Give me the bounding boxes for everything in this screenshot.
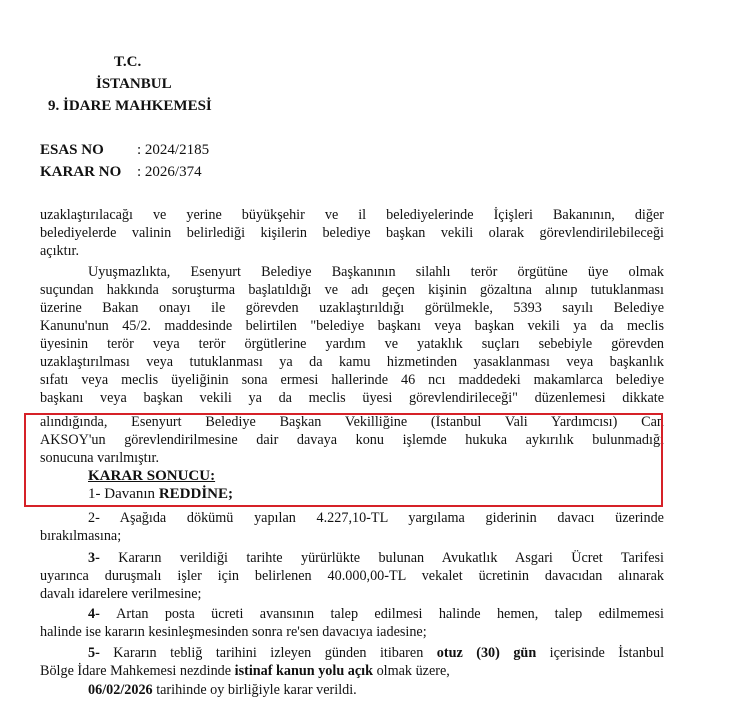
item-5-text: Kararın tebliğ tarihini izleyen günden itibaren — [113, 645, 437, 661]
body-line: uzaklaştırılacağı ve yerine büyükşehir ve il belediyelerinde İçişleri Bakanının, diğer — [40, 207, 664, 223]
body-line: AKSOY'un görevlendirilmesine dair davaya konu işlemde hukuka aykırılık bulunmadığı — [40, 432, 664, 448]
esas-no-value: : 2024/2185 — [137, 142, 210, 158]
decision-date: 06/02/2026 — [88, 682, 153, 698]
header-tc: T.C. — [114, 54, 142, 70]
body-line: üyesinin terör veya terör örgütlerine yardım ve yataklık suçları sebebiyle görevden — [40, 336, 664, 352]
item-2-text: Aşağıda dökümü yapılan 4.227,10-TL yargılama giderinin davacı üzerinde — [119, 510, 664, 526]
header-court-name: 9. İDARE MAHKEMESİ — [48, 98, 212, 114]
decision-date-line — [88, 681, 664, 699]
body-line: belediyelerde valinin belirlediği kişilerin belediye başkan vekili olarak görevlendirilebileceği — [40, 225, 664, 241]
body-line: uyarınca duruşmalı işler için belirlenen 40.000,00-TL vekalet ücretinin davacıdan alınarak — [40, 568, 664, 584]
karar-no-label: KARAR NO — [40, 164, 122, 180]
body-line: başkanı veya başkan vekili ya da meclis üyesi görevlendirileceği" düzenlemesi dikkate — [40, 390, 664, 406]
decision-item-5 — [88, 644, 664, 662]
body-line: açıktır. — [40, 243, 80, 259]
body-line: uzaklaştırılması veya tutuklanması ya da kamu hizmetinden yasaklanması veya başkanlık — [40, 354, 664, 370]
item-5-text: içerisinde İstanbul — [536, 645, 665, 661]
body-line: alındığında, Esenyurt Belediye Başkan Vekilliğine (İstanbul Vali Yardımcısı) Can — [40, 414, 664, 430]
item-1-prefix: 1- Davanın — [88, 486, 159, 502]
item-4-text: Artan posta ücreti avansının talep edilmesi halinde hemen, talep edilmemesi — [116, 606, 664, 622]
body-line: bırakılmasına; — [40, 528, 122, 544]
body-line: Uyuşmazlıkta, Esenyurt Belediye Başkanının silahlı terör örgütüne üye olmak — [88, 264, 664, 280]
appeal-deadline: otuz (30) gün — [436, 645, 537, 661]
item-3-prefix: 3- — [88, 550, 119, 566]
decision-heading: KARAR SONUCU: — [88, 468, 216, 484]
item-5-prefix: 5- — [88, 645, 114, 661]
body-line: Kanunu'nun 45/2. maddesinde belirtilen "belediye başkanı veya başkan vekili ya da meclis — [40, 318, 664, 334]
highlight-box — [24, 413, 663, 507]
decision-item-2 — [88, 509, 664, 527]
item-3-text: Kararın verildiği tarihte yürürlükte bulunan Avukatlık Asgari Ücret Tarifesi — [118, 550, 664, 566]
item-5-text: olmak üzere, — [373, 663, 450, 679]
item-2-prefix: 2- — [88, 510, 120, 526]
decision-item-5-cont — [40, 662, 664, 680]
item-5-text: Bölge İdare Mahkemesi nezdinde — [40, 663, 235, 679]
body-line: üzerine Bakan onayı ile görevden uzaklaştırıldığı görülmekle, 5393 sayılı Belediye — [40, 300, 664, 316]
body-line: davalı idarelere verilmesine; — [40, 586, 202, 602]
item-4-prefix: 4- — [88, 606, 117, 622]
decision-date-text: tarihinde oy birliğiyle karar verildi. — [152, 682, 357, 698]
header-city: İSTANBUL — [96, 76, 172, 92]
decision-item-3 — [88, 549, 664, 567]
body-line: sonucuna varılmıştır. — [40, 450, 159, 466]
appeal-path: istinaf kanun yolu açık — [234, 663, 374, 679]
body-line: halinde ise kararın kesinleşmesinden sonra re'sen davacıya iadesine; — [40, 624, 427, 640]
esas-no-label: ESAS NO — [40, 142, 104, 158]
karar-no-value: : 2026/374 — [137, 164, 202, 180]
decision-item-4 — [88, 605, 664, 623]
body-line: sıfatı veya meclis üyeliğinin sona ermesi hallerinde 46 ncı maddedeki makamlarca belediye — [40, 372, 664, 388]
body-line: suçundan hakkında soruşturma başlatıldığı ve adı geçen kişinin gözaltına alınıp tutuklanması — [40, 282, 664, 298]
item-1-verdict: REDDİNE; — [158, 486, 233, 502]
